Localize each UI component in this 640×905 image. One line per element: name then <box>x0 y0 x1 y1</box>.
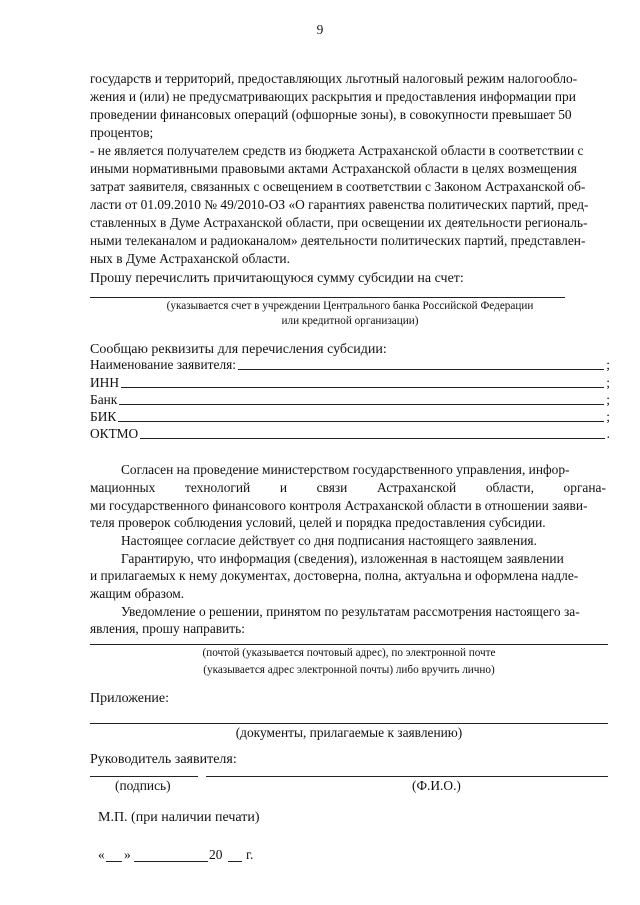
year-field[interactable] <box>228 861 242 862</box>
requisites-intro: Сообщаю реквизиты для перечисления субсидии: <box>90 342 387 357</box>
row-terminator: ; <box>606 357 610 372</box>
applicant-name-field[interactable] <box>238 369 604 370</box>
row-terminator: ; <box>606 409 610 424</box>
justified-line <box>90 479 606 496</box>
applicant-name-label: Наименование заявителя: <box>90 357 237 372</box>
text-line: ласти от 01.09.2010 № 49/2010-ОЗ «О гарантиях равенства политических партий, пред- <box>90 197 589 212</box>
account-request: Прошу перечислить причитающуюся сумму субсидии на счет: <box>90 271 464 286</box>
text-line: Настоящее согласие действует со дня подписания настоящего заявления. <box>121 533 537 548</box>
text-line: - не является получателем средств из бюджета Астраханской области в соответствии с <box>90 143 584 158</box>
oktmo-field[interactable] <box>140 438 604 439</box>
oktmo-row <box>90 425 610 442</box>
text-line: иными нормативными правовыми актами Астраханской области в целях возмещения <box>90 161 577 176</box>
page-number: 9 <box>316 22 324 37</box>
oktmo-label: ОКТМО <box>90 426 139 441</box>
row-terminator: . <box>606 426 610 441</box>
word: области, <box>485 480 534 495</box>
word: связи <box>316 480 348 495</box>
text-line: государств и территорий, предоставляющих льготный налоговый режим налогообло- <box>90 71 578 86</box>
text-line: ставленных в Думе Астраханской области, при освещении их деятельности региональ- <box>90 215 588 230</box>
word: мационных <box>90 480 156 495</box>
text-line: теля проверок соблюдения условий, целей и порядка предоставления субсидии. <box>90 515 546 530</box>
signature-label: (подпись) <box>115 778 171 793</box>
text-line: Уведомление о решении, принятом по результатам рассмотрения настоящего за- <box>121 604 580 619</box>
bank-label: Банк <box>90 392 118 407</box>
inn-label: ИНН <box>90 375 120 390</box>
text-line: жения и (или) не предусматривающих раскрытия и предоставления информации при <box>90 89 576 104</box>
applicant-name-row <box>90 356 610 373</box>
word: и <box>279 480 288 495</box>
text-line: жащим образом. <box>90 586 185 601</box>
fio-label: (Ф.И.О.) <box>412 778 461 793</box>
row-terminator: ; <box>606 392 610 407</box>
inn-field[interactable] <box>121 387 604 388</box>
word: Астраханской <box>376 480 457 495</box>
text-line: ных в Думе Астраханской области. <box>90 251 290 266</box>
notify-hint: (почтой (указывается почтовый адрес), по электронной почте <box>202 647 496 659</box>
month-field[interactable] <box>134 861 208 862</box>
bik-label: БИК <box>90 409 117 424</box>
word: органа- <box>563 480 606 495</box>
text-line: затрат заявителя, связанных с освещением в соответствии с Законом Астраханской об- <box>90 179 586 194</box>
account-hint: или кредитной организации) <box>281 315 419 327</box>
row-terminator: ; <box>606 375 610 390</box>
bik-field[interactable] <box>118 421 604 422</box>
text-line: явления, прошу направить: <box>90 621 245 636</box>
attachment-hint: (документы, прилагаемые к заявлению) <box>235 725 463 740</box>
bik-row <box>90 408 610 425</box>
date-quote-close: » <box>124 847 131 862</box>
text-line: ными телеканалом и радиоканалом» деятельности политических партий, представлен- <box>90 233 586 248</box>
text-line: и прилагаемых к нему документах, достоверна, полна, актуальна и оформлена надле- <box>90 568 579 583</box>
day-field[interactable] <box>106 861 122 862</box>
date-quote-open: « <box>98 847 105 862</box>
signature-head: Руководитель заявителя: <box>90 752 237 767</box>
fio-field[interactable] <box>206 776 608 777</box>
text-line: ми государственного финансового контроля Астраханской области в отношении заяви- <box>90 498 588 513</box>
text-line: Согласен на проведение министерством государственного управления, инфор- <box>121 462 570 477</box>
year-prefix: 20 <box>209 847 223 862</box>
text-line: Гарантирую, что информация (сведения), изложенная в настоящем заявлении <box>121 551 564 566</box>
bank-row <box>90 391 610 408</box>
text-line: проведении финансовых операций (офшорные зоны), в совокупности превышает 50 <box>90 107 572 122</box>
inn-row <box>90 374 610 391</box>
stamp-note: М.П. (при наличии печати) <box>98 810 260 825</box>
word: технологий <box>185 480 251 495</box>
notify-hint: (указывается адрес электронной почты) либо вручить лично) <box>203 664 495 676</box>
bank-field[interactable] <box>119 404 604 405</box>
year-suffix: г. <box>246 847 254 862</box>
text-line: процентов; <box>90 125 154 140</box>
account-hint: (указывается счет в учреждении Центрального банка Российской Федерации <box>166 300 534 312</box>
attachment-label: Приложение: <box>90 691 170 706</box>
